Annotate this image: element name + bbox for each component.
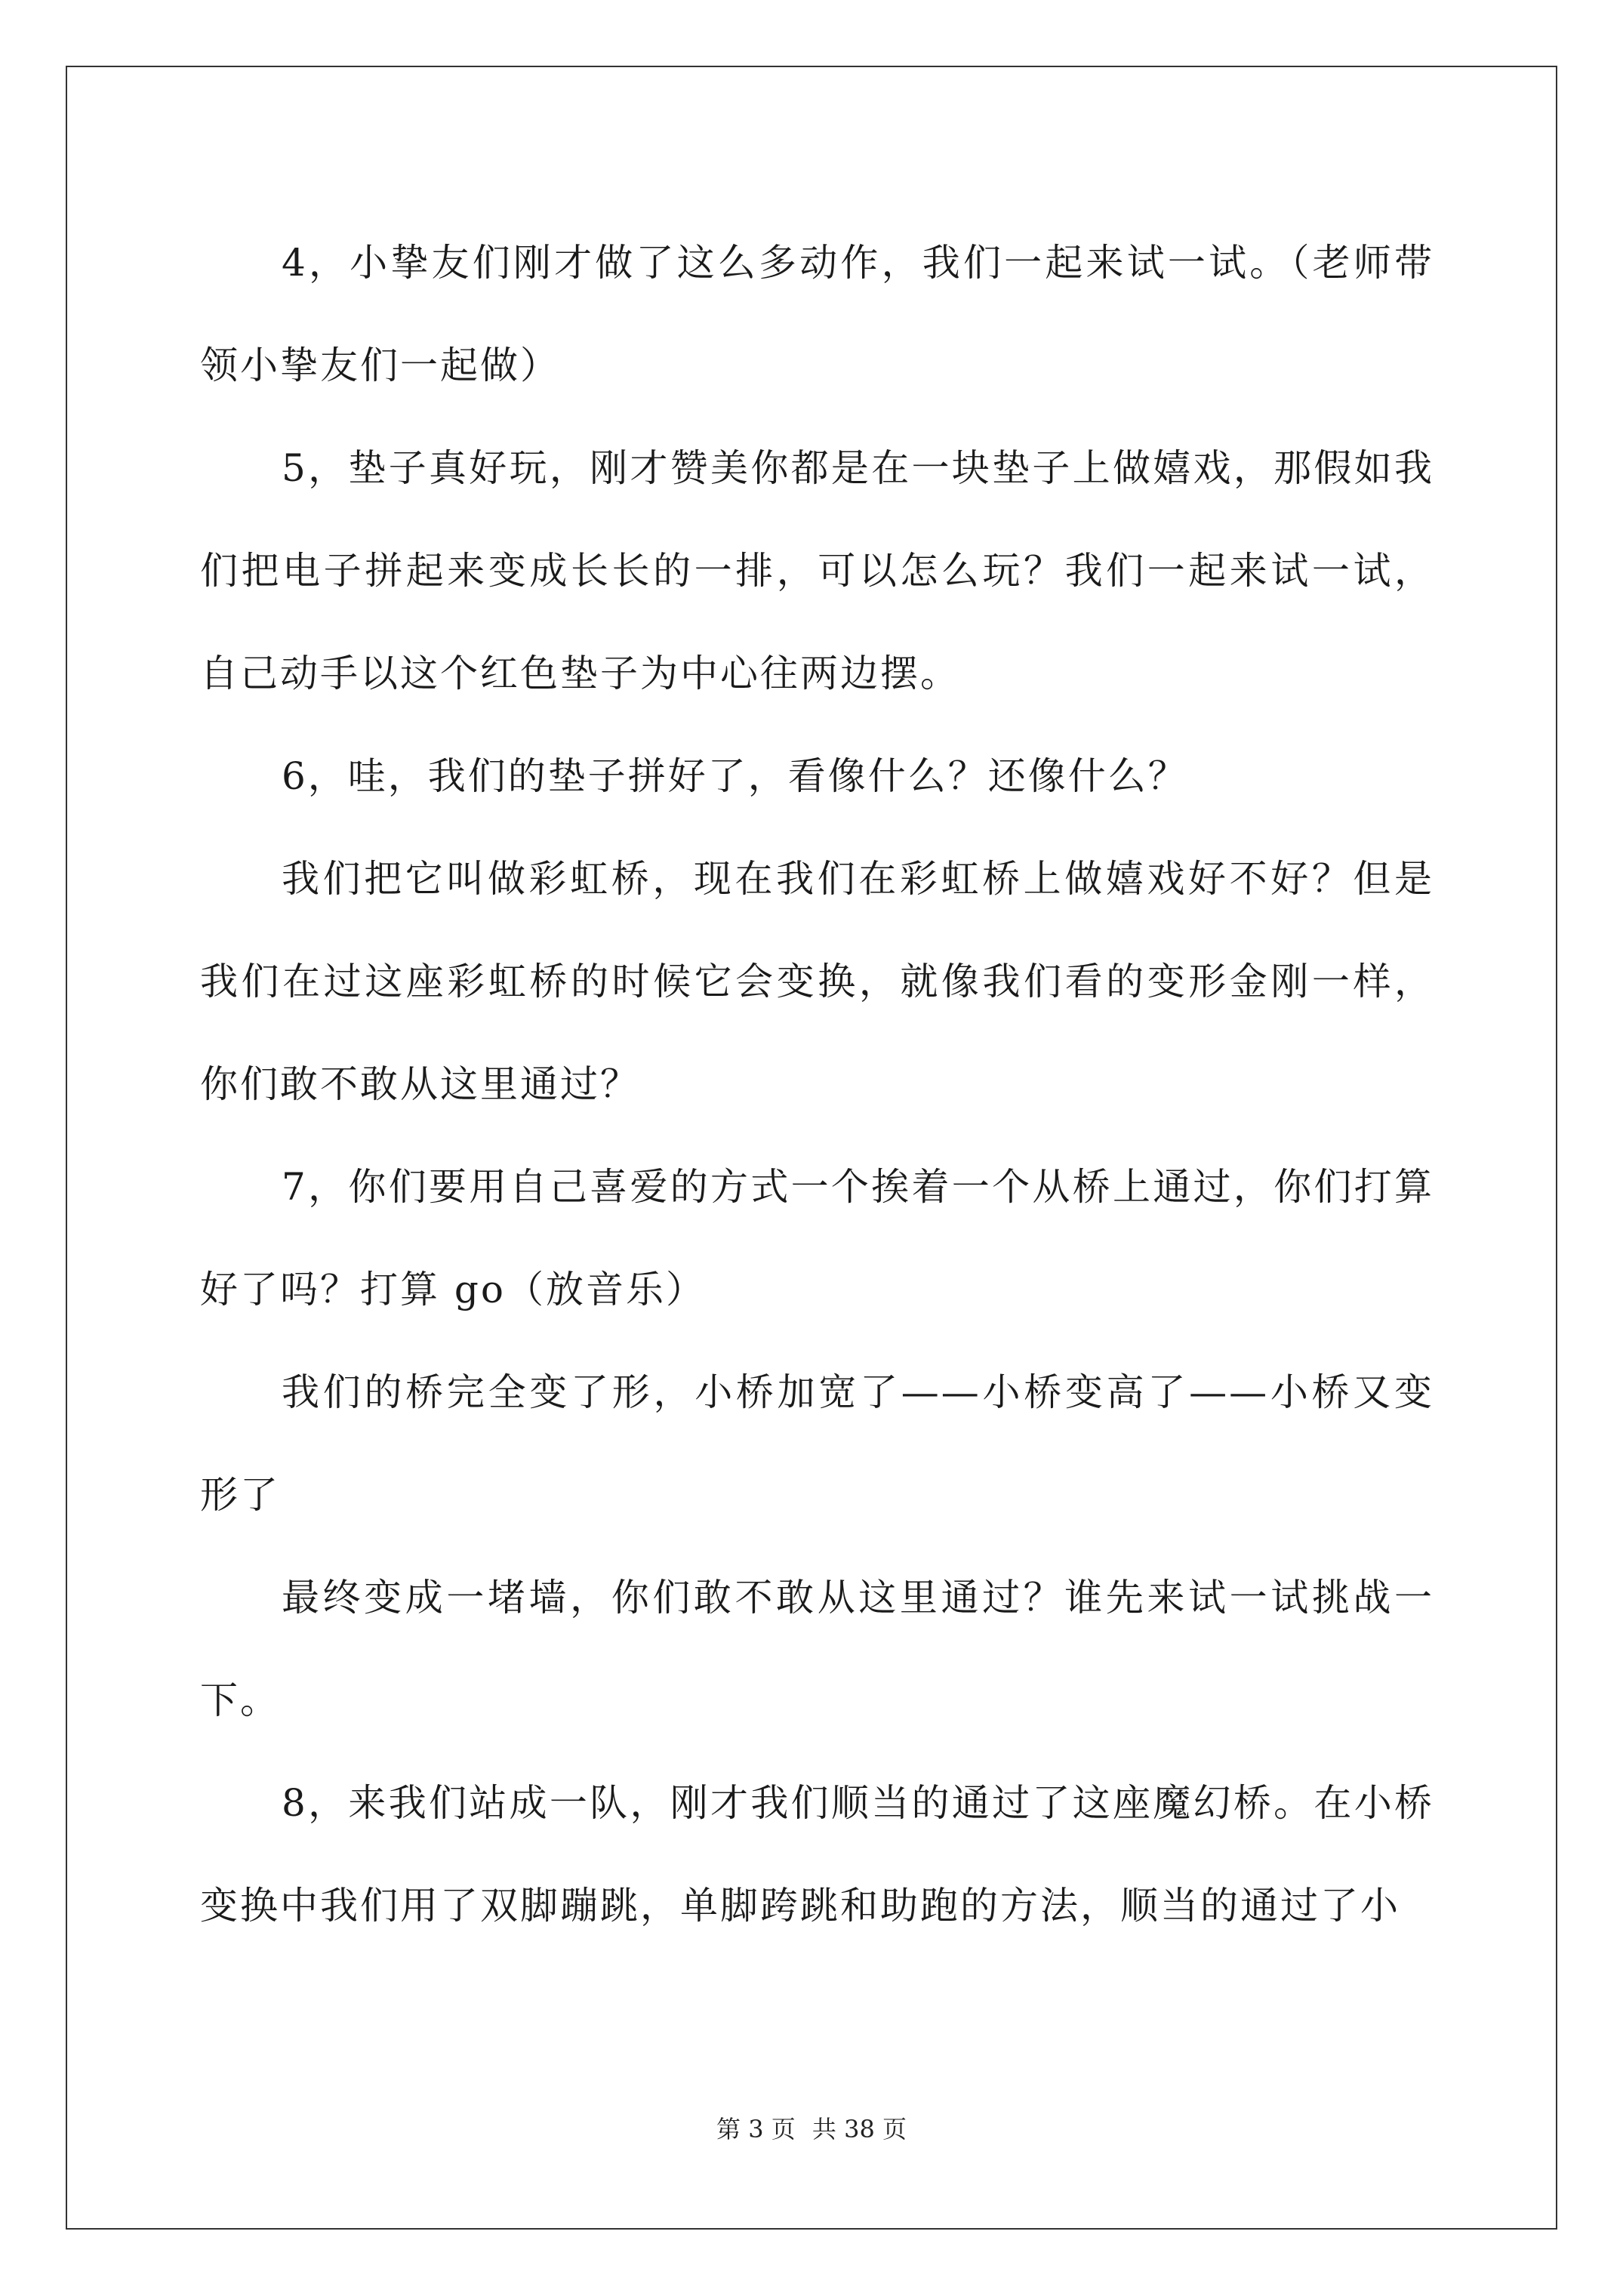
paragraph-6: 我们的桥完全变了形，小桥加宽了——小桥变高了——小桥又变形了 [200,1370,1434,1517]
paragraph-4: 我们把它叫做彩虹桥，现在我们在彩虹桥上做嬉戏好不好？但是我们在过这座彩虹桥的时候它会变换，就像我们看的变形金刚一样，你们敢不敢从这里通过？ [200,857,1434,1106]
paragraph-1: 4，小挚友们刚才做了这么多动作，我们一起来试一试。（老师带领小挚友们一起做） [200,241,1434,387]
paragraph-3: 6，哇，我们的垫子拼好了，看像什么？还像什么？ [282,754,1188,798]
paragraph-7: 最终变成一堵墙，你们敢不敢从这里通过？谁先来试一试挑战一下。 [200,1576,1434,1722]
document-body [200,211,1434,1957]
page-footer [0,2114,1623,2144]
paragraph-8: 8，来我们站成一队，刚才我们顺当的通过了这座魔幻桥。在小桥变换中我们用了双脚蹦跳，单脚跨跳和助跑的方法，顺当的通过了小 [200,1781,1434,1928]
paragraph-5: 7，你们要用自己喜爱的方式一个挨着一个从桥上通过，你们打算好了吗？打算 go（放音乐） [200,1165,1434,1311]
page-total: 共 38 页 [812,2115,907,2143]
page-number: 第 3 页 [716,2115,796,2143]
paragraph-2: 5，垫子真好玩，刚才赞美你都是在一块垫子上做嬉戏，那假如我们把电子拼起来变成长长的一排，可以怎么玩？我们一起来试一试，自己动手以这个红色垫子为中心往两边摆。 [200,446,1434,695]
